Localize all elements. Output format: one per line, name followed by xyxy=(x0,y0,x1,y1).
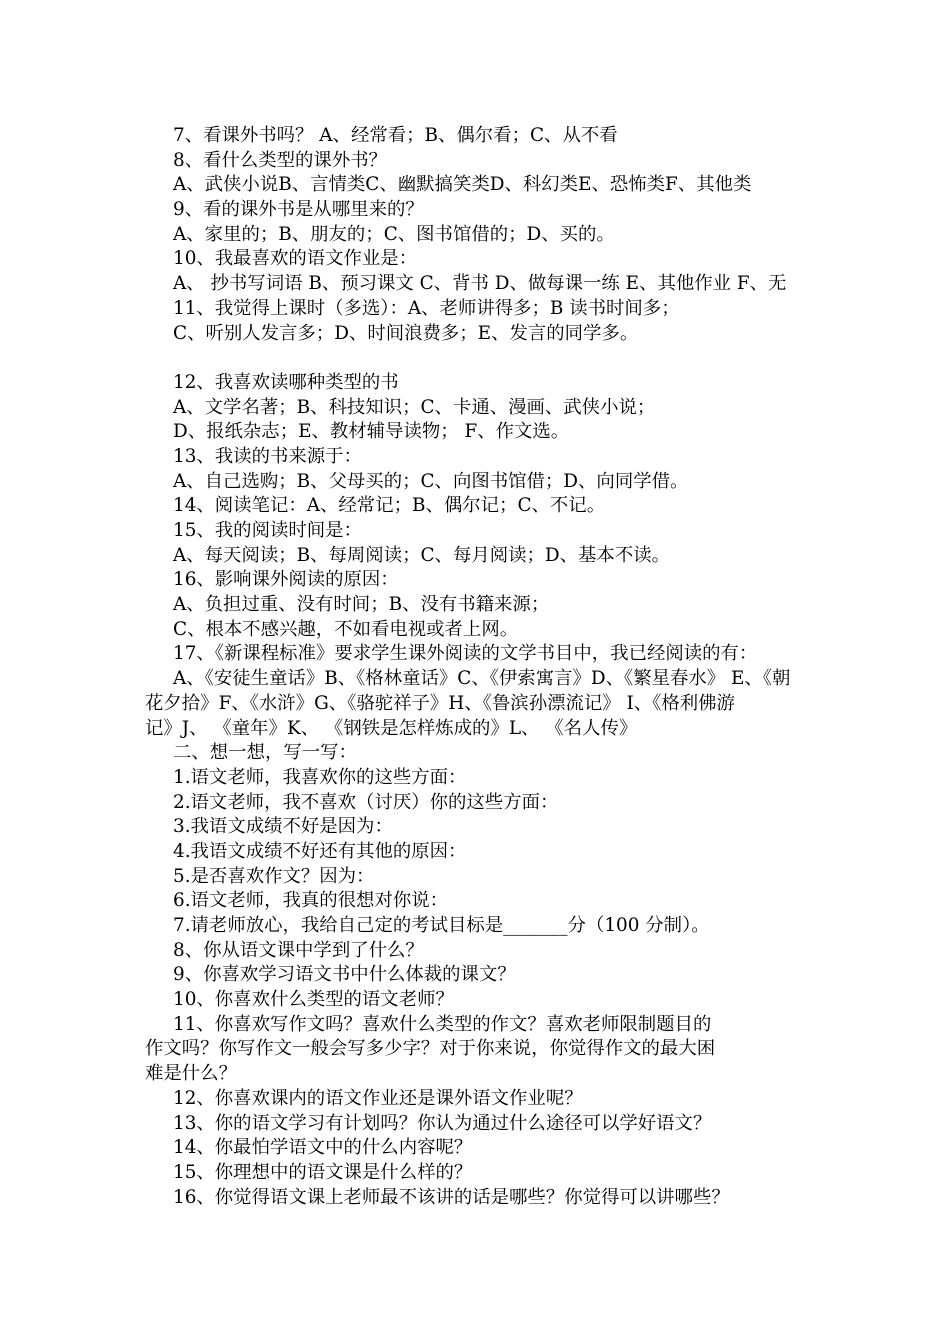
prompt-3: 3.我语文成绩不好是因为： xyxy=(173,816,393,838)
open-question-12: 12、你喜欢课内的语文作业还是课外语文作业呢？ xyxy=(173,1087,583,1109)
prompt-6: 6.语文老师，我真的很想对你说： xyxy=(173,890,449,912)
open-question-8: 8、你从语文课中学到了什么？ xyxy=(173,939,424,961)
question-14: 14、阅读笔记：A、经常记；B、偶尔记；C、不记。 xyxy=(173,495,606,517)
question-16-options-b: C、根本不感兴趣，不如看电视或者上网。 xyxy=(173,618,519,640)
question-11-options: C、听别人发言多；D、时间浪费多；E、发言的同学多。 xyxy=(173,322,639,344)
question-8: 8、看什么类型的课外书？ xyxy=(173,149,387,171)
question-12-options-b: D、报纸杂志；E、教材辅导读物； F、作文选。 xyxy=(173,421,570,443)
question-16: 16、影响课外阅读的原因： xyxy=(173,569,399,591)
prompt-2: 2.语文老师，我不喜欢（讨厌）你的这些方面： xyxy=(173,791,559,813)
blank-line xyxy=(145,346,810,371)
open-question-11-line-3: 难是什么？ xyxy=(145,1063,237,1085)
open-question-14: 14、你最怕学语文中的什么内容呢？ xyxy=(173,1137,473,1159)
question-16-options-a: A、负担过重、没有时间；B、没有书籍来源； xyxy=(173,594,550,616)
question-10: 10、我最喜欢的语文作业是： xyxy=(173,248,418,270)
question-8-options: A、武侠小说B、言情类C、幽默搞笑类D、科幻类E、恐怖类F、其他类 xyxy=(173,174,752,196)
document-body xyxy=(145,124,810,1210)
question-9-options: A、家里的；B、朋友的；C、图书馆借的；D、买的。 xyxy=(173,223,615,245)
question-17: 17、《新课程标准》要求学生课外阅读的文学书目中，我已经阅读的有： xyxy=(173,643,758,665)
question-17-options-1: A、《安徒生童话》B、《格林童话》C、《伊索寓言》D、《繁星春水》 E、《朝 xyxy=(173,668,791,690)
open-question-9: 9、你喜欢学习语文书中什么体裁的课文？ xyxy=(173,964,516,986)
question-17-options-2: 花夕拾》F、《水浒》G、《骆驼祥子》H、《鲁滨孙漂流记》 I、《格利佛游 xyxy=(145,692,735,714)
question-13: 13、我读的书来源于： xyxy=(173,445,362,467)
question-13-options: A、自己选购；B、父母买的；C、向图书馆借；D、向同学借。 xyxy=(173,470,689,492)
question-15: 15、我的阅读时间是： xyxy=(173,520,362,541)
question-17-options-3: 记》J、 《童年》K、 《钢铁是怎样炼成的》L、 《名人传》 xyxy=(145,717,638,739)
question-15-options: A、每天阅读；B、每周阅读；C、每月阅读；D、基本不读。 xyxy=(173,544,670,566)
prompt-4: 4.我语文成绩不好还有其他的原因： xyxy=(173,840,467,862)
open-question-10: 10、你喜欢什么类型的语文老师？ xyxy=(173,989,454,1011)
prompt-1: 1.语文老师，我喜欢你的这些方面： xyxy=(173,766,467,788)
question-10-options: A、 抄书写词语 B、预习课文 C、背书 D、做每课一练 E、其他作业 F、无 xyxy=(173,273,787,295)
question-12-options-a: A、文学名著；B、科技知识；C、卡通、漫画、武侠小说； xyxy=(173,396,656,418)
prompt-7: 7.请老师放心，我给自己定的考试目标是_______分（100 分制）。 xyxy=(173,915,710,936)
open-question-15: 15、你理想中的语文课是什么样的？ xyxy=(173,1161,473,1183)
section-2-heading: 二、想一想，写一写： xyxy=(173,742,357,764)
question-11: 11、我觉得上课时（多选）：A、老师讲得多；B 读书时间多； xyxy=(173,297,680,319)
open-question-13: 13、你的语文学习有计划吗？你认为通过什么途径可以学好语文？ xyxy=(173,1112,712,1134)
prompt-5: 5.是否喜欢作文？因为： xyxy=(173,865,375,887)
open-question-16: 16、你觉得语文课上老师最不该讲的话是哪些？你觉得可以讲哪些？ xyxy=(173,1186,730,1208)
open-question-11-line-2: 作文吗？你写作文一般会写多少字？对于你来说，你觉得作文的最大困 xyxy=(145,1038,716,1060)
question-12: 12、我喜欢读哪种类型的书 xyxy=(173,371,399,393)
question-9: 9、看的课外书是从哪里来的？ xyxy=(173,199,424,221)
question-7: 7、看课外书吗？ A、经常看；B、偶尔看；C、从不看 xyxy=(173,125,618,146)
open-question-11-line-1: 11、你喜欢写作文吗？喜欢什么类型的作文？喜欢老师限制题目的 xyxy=(173,1013,712,1035)
